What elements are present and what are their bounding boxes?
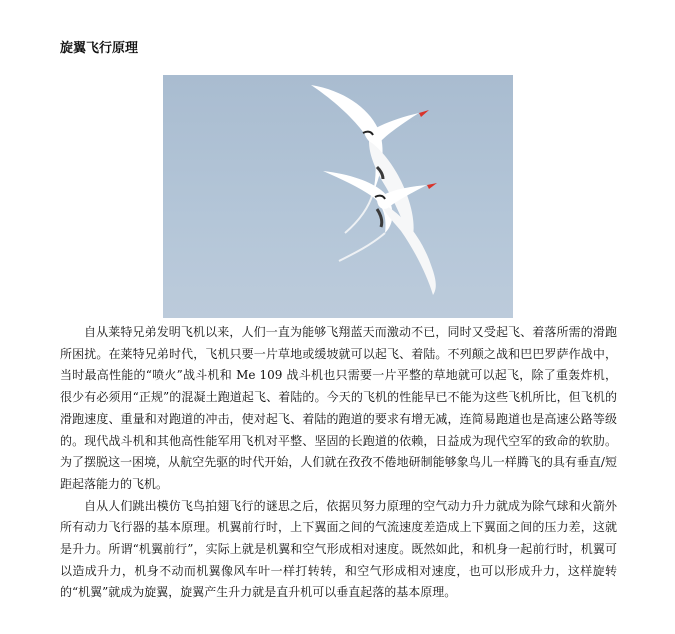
two-white-tropicbirds-flying-icon [163, 75, 513, 318]
paragraph-1: 自从莱特兄弟发明飞机以来，人们一直为能够飞翔蓝天而激动不已，同时又受起飞、着落所需的滑跑所困扰。在莱特兄弟时代，飞机只要一片草地或缓坡就可以起飞、着陆。不列颠之战和巴巴罗萨作战中，当时最高性能的“喷火”战斗机和 Me 109 战斗机也只需要一片平整的草地就可以起飞，除了重轰炸机，很少有必须用“正规”的混凝土跑道起飞、着陆的。今天的飞机的性能早已不能为这些飞机所比，但飞机的滑跑速度、重量和对跑道的冲击，使对起飞、着陆的跑道的要求有增无减，连简易跑道也是高速公路等级的。现代战斗机和其他高性能军用飞机对平整、坚固的长跑道的依赖，日益成为现代空军的致命的软肋。为了摆脱这一困境，从航空先驱的时代开始，人们就在孜孜不倦地研制能够象鸟儿一样腾飞的具有垂直/短距起落能力的飞机。 [60, 325, 617, 491]
page-title: 旋翼飞行原理 [60, 41, 139, 56]
upper-bird [311, 85, 429, 245]
paragraph-2: 自从人们跳出模仿飞鸟拍翅飞行的谜思之后，依据贝努力原理的空气动力升力就成为除气球和火箭外所有动力飞行器的基本原理。机翼前行时，上下翼面之间的气流速度差造成上下翼面之间的压力差，这就是升力。所谓“机翼前行”，实际上就是机翼和空气形成相对速度。既然如此，和机身一起前行时，机翼可以造成升力，机身不动而机翼像风车叶一样打转转，和空气形成相对速度，也可以形成升力，这样旋转的“机翼”就成为旋翼，旋翼产生升力就是直升机可以垂直起落的基本原理。 [60, 498, 617, 600]
article-body [60, 322, 617, 604]
bird-photo [163, 75, 513, 318]
lower-bird [323, 171, 437, 295]
